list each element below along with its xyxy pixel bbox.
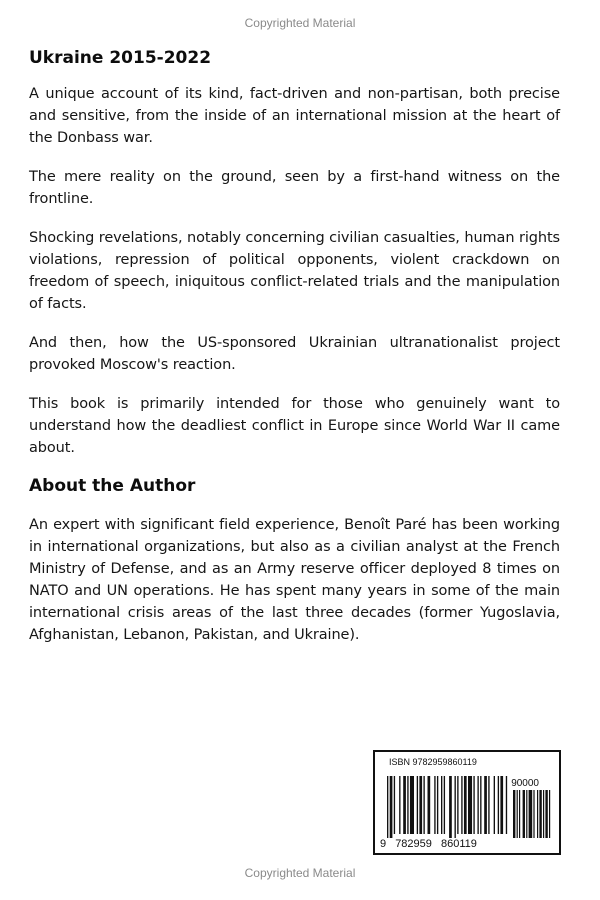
barcode-bar — [407, 776, 408, 834]
barcode-addon-bar — [549, 790, 550, 838]
barcode-digit-group-2: 860119 — [440, 838, 477, 850]
barcode-bar — [464, 776, 467, 834]
barcode-bar — [434, 776, 435, 834]
description-paragraph-4: And then, how the US-sponsored Ukrainian ultranationalist project provoked Moscow's reaction. — [29, 335, 560, 373]
description-paragraph-2: The mere reality on the ground, seen by a first-hand witness on the frontline. — [29, 169, 560, 207]
barcode-bar — [449, 776, 452, 838]
barcode-bar — [506, 776, 507, 834]
description-paragraph-1: A unique account of its kind, fact-driven and non-partisan, both precise and sensitive, from the inside of an international mission at the heart of the Donbass war. — [29, 86, 560, 146]
barcode-bar — [473, 776, 474, 834]
barcode-bar — [441, 776, 442, 834]
barcode-bar — [468, 776, 472, 834]
barcode-addon-bar — [523, 790, 525, 838]
barcode-bar — [498, 776, 499, 834]
barcode-bar — [444, 776, 445, 834]
barcode-digit-group-1: 782959 — [395, 838, 432, 850]
barcode-bar — [399, 776, 400, 834]
barcode-addon-bar — [539, 790, 541, 838]
barcode-addon-bar — [526, 790, 527, 838]
barcode-addon-bar — [529, 790, 533, 838]
copyright-watermark-top: Copyrighted Material — [244, 16, 356, 30]
barcode-addon-bar — [537, 790, 538, 838]
barcode-bar — [417, 776, 418, 834]
barcode-bar — [500, 776, 503, 834]
about-author-heading: About the Author — [29, 476, 196, 496]
barcode-bar — [457, 776, 458, 834]
barcode-addon-number: 90000 — [511, 778, 539, 789]
barcode-bar — [484, 776, 487, 834]
description-paragraph-5: This book is primarily intended for those who genuinely want to understand how the deadliest conflict in Europe since World War II came about. — [29, 396, 560, 456]
barcode-bar — [437, 776, 438, 834]
barcode-digit-first: 9 — [380, 838, 387, 850]
description-paragraph-3: Shocking revelations, notably concerning civilian casualties, human rights violations, repression of political opponents, violent crackdown on freedom of speech, iniquitous conflict-related trials and the manipulation of facts. — [29, 230, 560, 312]
barcode-addon-bar — [543, 790, 544, 838]
barcode-bar — [480, 776, 481, 834]
barcode-bar — [423, 776, 424, 834]
barcode-bar — [461, 776, 462, 834]
barcode-addon-bar — [519, 790, 520, 838]
barcode-bar — [428, 776, 431, 834]
barcode-bar — [403, 776, 406, 834]
barcode-addon-bar — [517, 790, 518, 838]
barcode-addon-bar — [513, 790, 515, 838]
barcode-addon-bar — [545, 790, 547, 838]
barcode-addon-bar — [533, 790, 534, 838]
copyright-watermark-bottom: Copyrighted Material — [244, 866, 356, 880]
barcode-bar — [477, 776, 478, 834]
barcode-bar — [419, 776, 422, 834]
barcode-bar — [387, 776, 388, 838]
barcode-bar — [488, 776, 489, 834]
barcode-bar — [390, 776, 393, 838]
isbn-barcode — [373, 750, 561, 855]
author-bio-paragraph: An expert with significant field experience, Benoît Paré has been working in international organizations, but also as a civilian analyst at the French Ministry of Defense, and as an Army reserve officer deployed 8 times on NATO and UN operations. He has spent many years in some of the main international crisis areas of the last three decades (former Yugoslavia, Afghanistan, Lebanon, Pakistan, and Ukraine). — [29, 517, 560, 643]
back-cover-text — [29, 48, 560, 663]
barcode-digits — [380, 838, 483, 850]
barcode-bar — [394, 776, 395, 834]
barcode-bar — [410, 776, 414, 834]
barcode-bar — [494, 776, 495, 834]
isbn-label: ISBN 9782959860119 — [389, 757, 477, 767]
barcode-bar — [455, 776, 456, 838]
book-title-heading: Ukraine 2015-2022 — [29, 48, 212, 68]
